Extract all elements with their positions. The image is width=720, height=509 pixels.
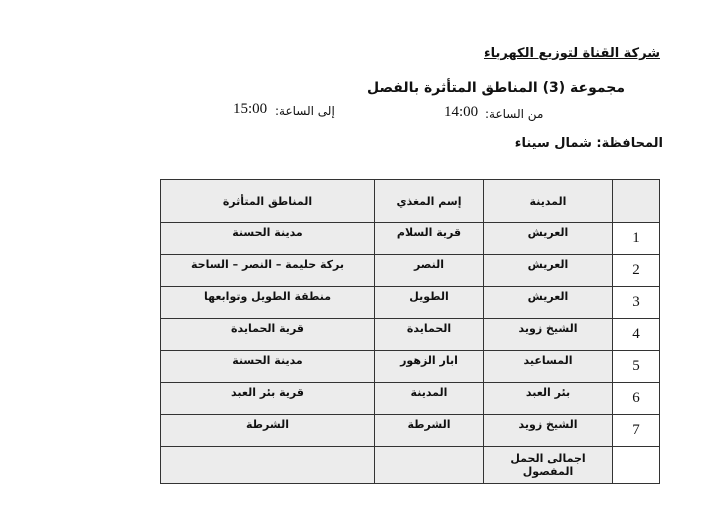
row-number: 4 [613, 319, 660, 351]
row-areas: قرية بئر العبد [161, 383, 375, 415]
company-name: شركة القناة لتوزيع الكهرباء [483, 46, 660, 61]
row-feeder: قرية السلام [375, 223, 484, 255]
table-row [161, 415, 660, 447]
table-row [161, 383, 660, 415]
total-value-cell [161, 447, 375, 484]
row-number: 2 [613, 255, 660, 287]
row-city: بئر العبد [484, 383, 613, 415]
row-feeder: الطويل [375, 287, 484, 319]
row-number: 7 [613, 415, 660, 447]
time-from-label: من الساعة: [485, 107, 544, 121]
row-number: 6 [613, 383, 660, 415]
row-city: الشيخ زويد [484, 319, 613, 351]
table-row [161, 223, 660, 255]
row-feeder: النصر [375, 255, 484, 287]
table-row [161, 319, 660, 351]
header-num [613, 180, 660, 223]
total-feeder-cell [375, 447, 484, 484]
row-city: المساعيد [484, 351, 613, 383]
row-city: العريش [484, 287, 613, 319]
row-feeder: المدينة [375, 383, 484, 415]
total-row [161, 447, 660, 484]
row-areas: الشرطة [161, 415, 375, 447]
total-label: اجمالى الحمل المفصول [484, 447, 613, 484]
table-row [161, 255, 660, 287]
group-title: مجموعة (3) المناطق المتأثرة بالفصل [366, 80, 625, 96]
header-feeder: إسم المغذي [375, 180, 484, 223]
total-num-cell [613, 447, 660, 484]
row-areas: منطقة الطويل وتوابعها [161, 287, 375, 319]
affected-areas-table [160, 179, 660, 484]
time-from-value: 14:00 [444, 104, 479, 120]
table-row [161, 351, 660, 383]
time-to-label: إلى الساعة: [275, 104, 335, 118]
table-header-row [161, 180, 660, 223]
row-city: العريش [484, 223, 613, 255]
row-feeder: الشرطة [375, 415, 484, 447]
row-number: 1 [613, 223, 660, 255]
row-feeder: ابار الزهور [375, 351, 484, 383]
row-number: 3 [613, 287, 660, 319]
row-number: 5 [613, 351, 660, 383]
table-row [161, 287, 660, 319]
row-areas: مدينة الحسنة [161, 223, 375, 255]
row-areas: بركة حليمة – النصر – الساحة [161, 255, 375, 287]
time-to-value: 15:00 [233, 101, 268, 117]
row-areas: قرية الحمايدة [161, 319, 375, 351]
header-city: المدينة [484, 180, 613, 223]
row-feeder: الحمايدة [375, 319, 484, 351]
governorate-label: المحافظة: شمال سيناء [514, 136, 663, 151]
row-city: العريش [484, 255, 613, 287]
row-areas: مدينة الحسنة [161, 351, 375, 383]
header-areas: المناطق المتأثرة [161, 180, 375, 223]
row-city: الشيخ زويد [484, 415, 613, 447]
